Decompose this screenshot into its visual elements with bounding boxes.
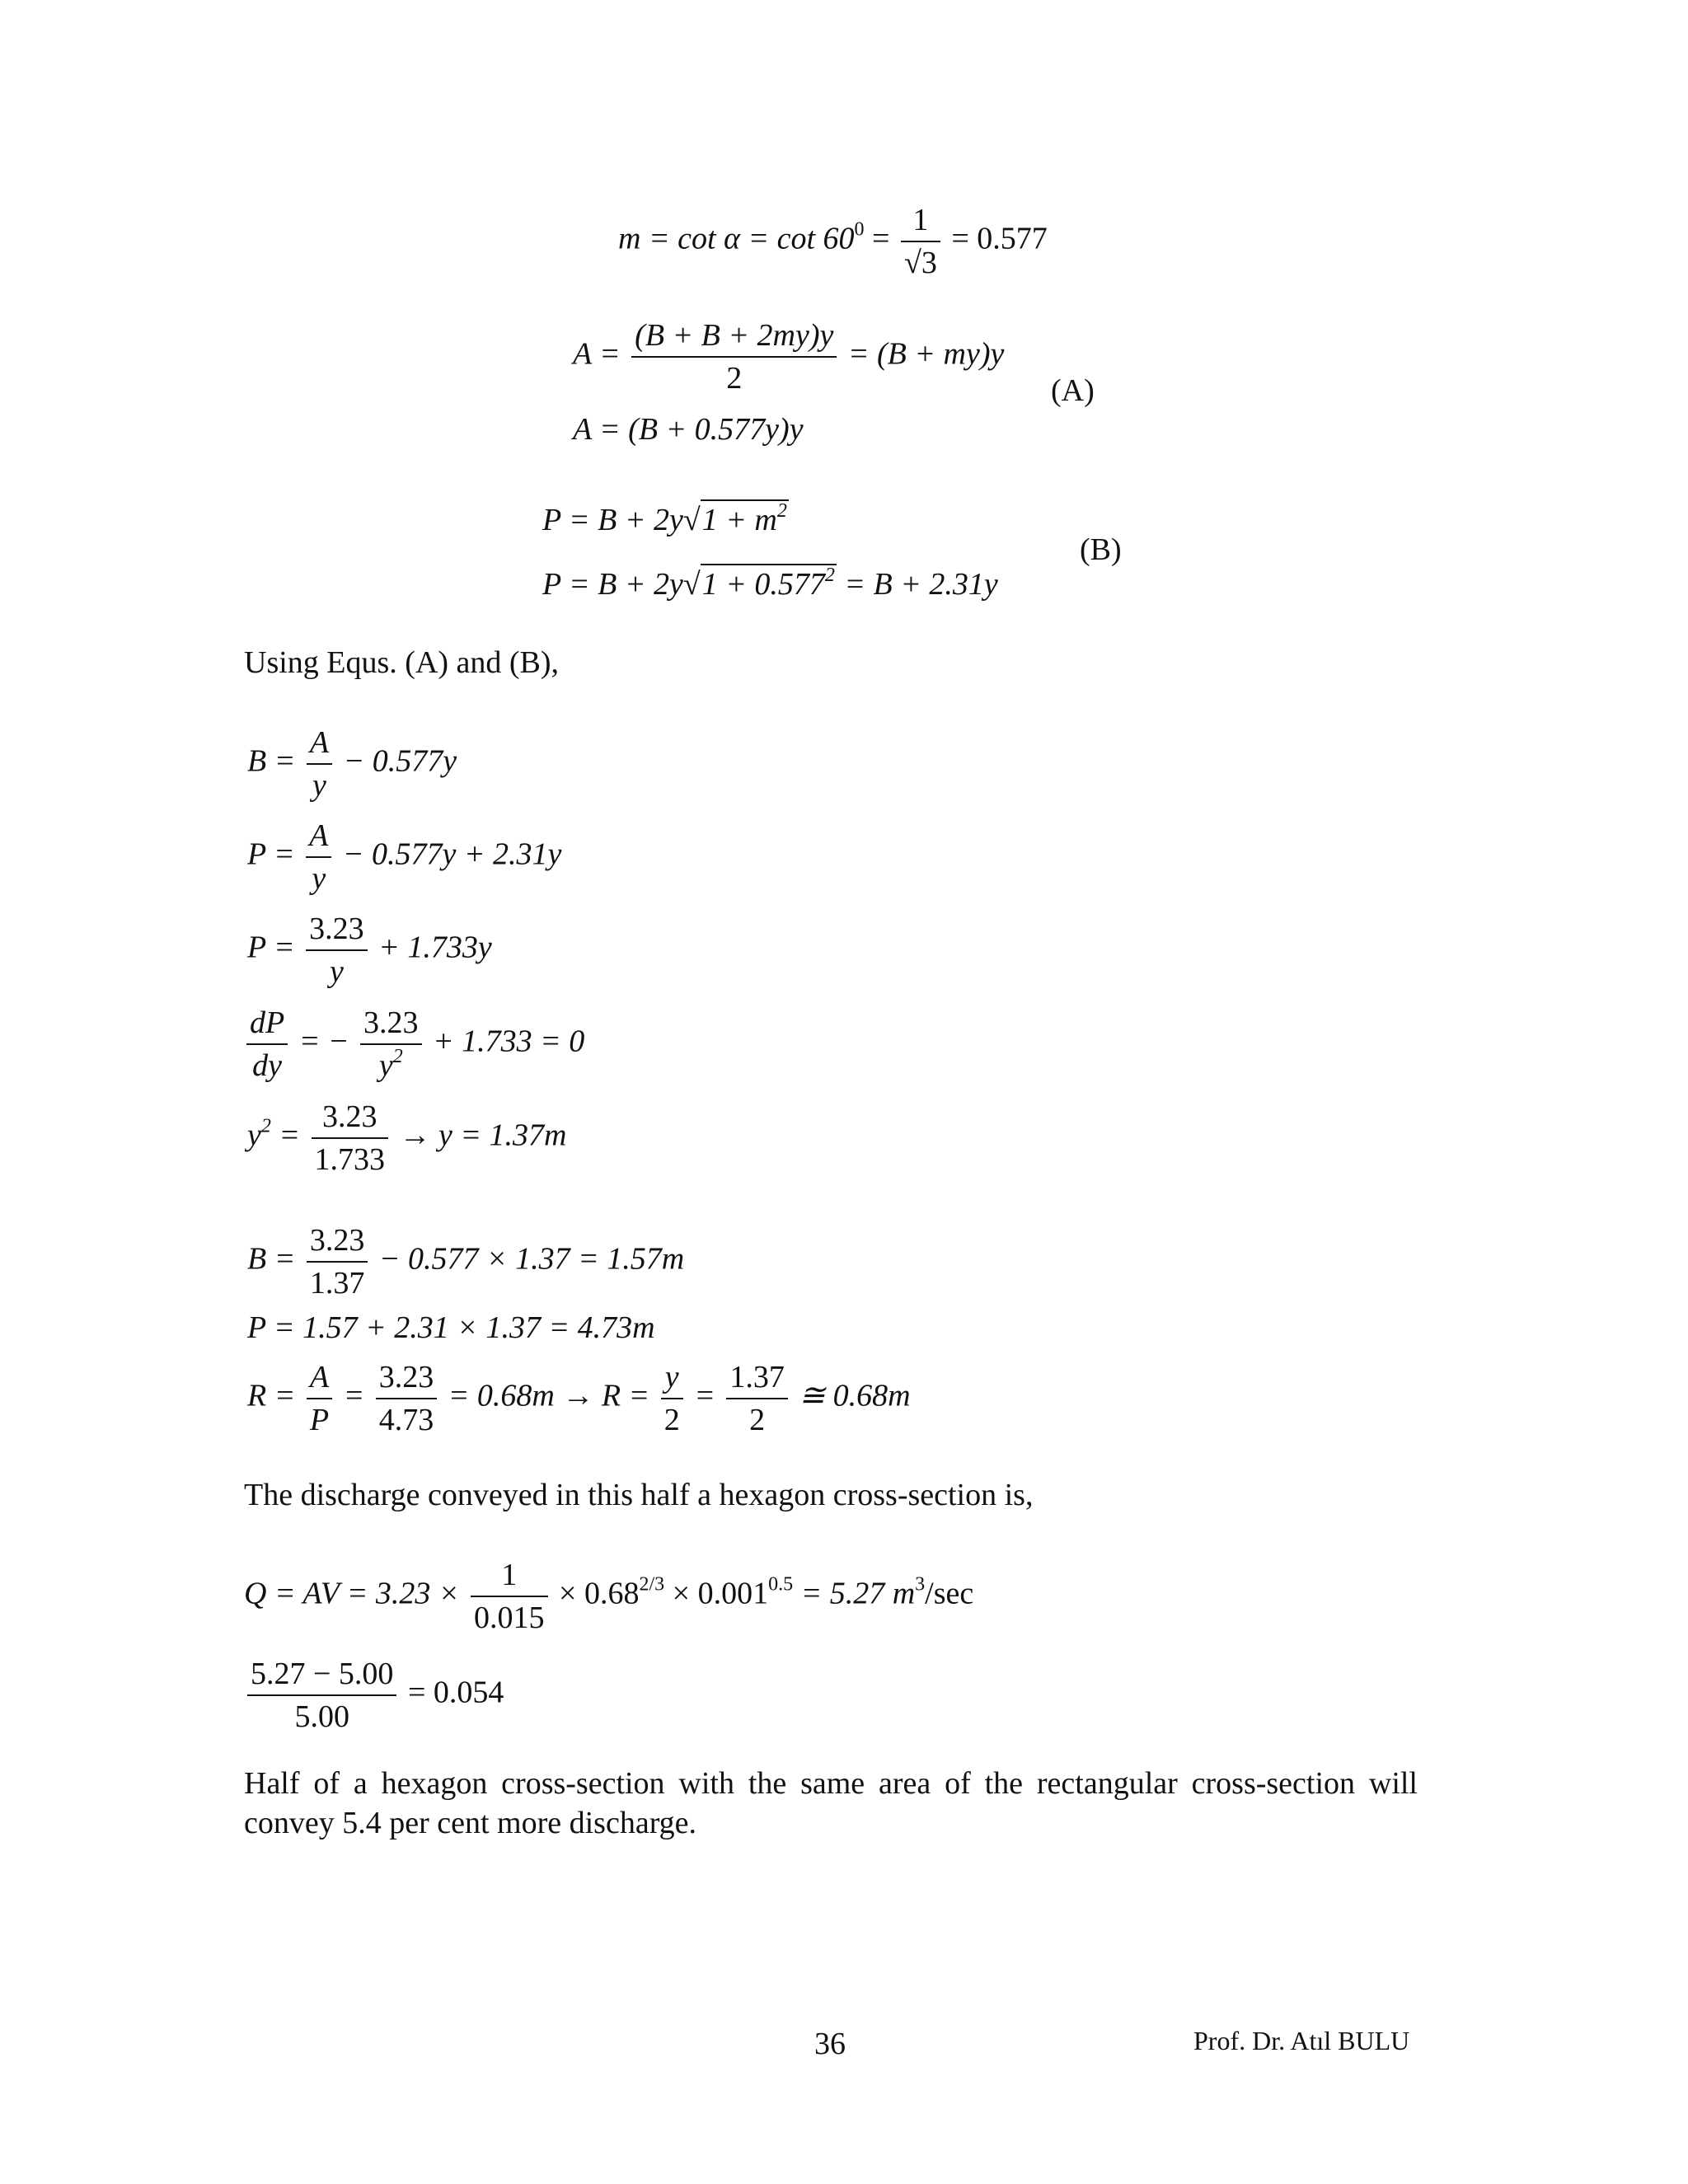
r-den1: P: [307, 1398, 332, 1436]
r-fraction-1: [307, 1361, 332, 1436]
q-fraction: [471, 1559, 548, 1633]
y2-eq: =: [270, 1118, 308, 1153]
m-cot-rhs: = 0.577: [943, 221, 1048, 256]
b2-den: 1.37: [307, 1261, 368, 1299]
dp-den2-sup: 2: [392, 1046, 403, 1067]
dp-den2-text: y: [378, 1048, 393, 1083]
r-fraction-4: [726, 1361, 788, 1436]
equation-b2: [247, 1225, 684, 1299]
r-den3: 2: [661, 1398, 683, 1436]
r-rhs: ≅ 0.68m: [790, 1378, 911, 1413]
r-den2: 4.73: [376, 1398, 438, 1436]
r-fraction-3: [661, 1361, 683, 1436]
b2-fraction: [307, 1225, 368, 1299]
area-general-den: 2: [631, 356, 837, 394]
area-general-num: (B + B + 2my)y: [635, 318, 834, 353]
b2-num: 3.23: [309, 1223, 365, 1258]
equation-tag-a: (A): [1051, 373, 1095, 408]
dp-den: dy: [246, 1043, 288, 1081]
m-cot-eq: =: [864, 221, 898, 256]
r-num1: A: [309, 1360, 330, 1394]
m-cot-den: √3: [901, 241, 940, 279]
equation-dp-dy: [243, 1007, 584, 1081]
ratio-fraction: [247, 1658, 396, 1732]
p1-fraction: [306, 820, 331, 894]
m-cot-fraction: [901, 204, 940, 279]
r-num2: 3.23: [378, 1360, 434, 1394]
y2-fraction: [312, 1101, 389, 1175]
y2-rhs: → y = 1.37m: [392, 1118, 567, 1153]
dp-den2: [360, 1043, 422, 1081]
p1-lhs: P =: [247, 837, 303, 872]
perim-general-root: [701, 499, 789, 537]
b2-rhs: − 0.577 × 1.37 = 1.57m: [371, 1241, 685, 1277]
y2-den: 1.733: [312, 1137, 389, 1175]
q-rhs: = 5.27 m: [793, 1576, 916, 1611]
q-den: 0.015: [471, 1596, 548, 1633]
perim-sub-root-text: 1 + 0.577: [701, 567, 825, 602]
dp-fraction-2: [360, 1007, 422, 1081]
perim-sub-sup: 2: [824, 565, 835, 586]
equation-perimeter-sub: $P = B + 2y√1 + 0.577^2 = B + 2.31y$: [542, 565, 998, 602]
r-mid: = 0.68m → R =: [440, 1378, 658, 1413]
equation-area-general: [573, 320, 1004, 394]
b2-lhs: B =: [247, 1241, 303, 1277]
q-lhs: Q = AV = 3.23 ×: [244, 1576, 468, 1611]
equation-m-cot: [618, 204, 1048, 279]
dp-num2: 3.23: [363, 1005, 419, 1040]
area-general-fraction: [631, 320, 837, 394]
perim-general-pre: P = B + 2y: [542, 503, 683, 537]
y2-sup: 2: [260, 1115, 271, 1137]
dp-mid: = −: [291, 1024, 358, 1059]
perim-general-sup: 2: [776, 500, 787, 522]
b1-rhs: − 0.577y: [335, 743, 457, 779]
p2-fraction: [306, 913, 368, 987]
y2-lhs: y: [247, 1118, 261, 1153]
discharge-intro-text: The discharge conveyed in this half a hexagon cross-section is,: [244, 1478, 1034, 1512]
equation-p1: [247, 820, 561, 894]
dp-rhs: + 1.733 = 0: [424, 1024, 585, 1059]
area-general-lhs: A =: [573, 336, 629, 372]
q-mid: × 0.68: [551, 1576, 640, 1611]
q-sup3: 3: [915, 1573, 926, 1596]
equation-b1: [247, 727, 457, 801]
r-den4: 2: [726, 1398, 788, 1436]
b1-den: y: [307, 763, 332, 801]
equation-p3: P = 1.57 + 2.31 × 1.37 = 4.73m: [247, 1310, 655, 1345]
equation-q: [244, 1559, 973, 1633]
b1-fraction: [307, 727, 332, 801]
p2-lhs: P =: [247, 930, 303, 965]
perim-sub-rhs: = B + 2.31y: [836, 567, 998, 602]
m-cot-lhs: m = cot α = cot 60: [618, 221, 855, 256]
y2-num: 3.23: [322, 1099, 377, 1134]
q-unit: /sec: [925, 1576, 974, 1611]
p1-num: A: [309, 818, 329, 853]
q-sup1: 2/3: [639, 1573, 665, 1596]
m-cot-degree: 0: [854, 218, 865, 241]
equation-y-squared: [247, 1101, 566, 1175]
r-num3: y: [664, 1360, 679, 1394]
p2-den: y: [306, 949, 368, 987]
q-mid2: × 0.001: [664, 1576, 769, 1611]
dp-num: dP: [250, 1005, 285, 1040]
perim-sub-pre: P = B + 2y: [542, 567, 683, 602]
b1-lhs: B =: [247, 743, 303, 779]
b1-num: A: [309, 725, 330, 760]
using-equations-text: Using Equs. (A) and (B),: [244, 645, 560, 680]
q-num: 1: [501, 1558, 518, 1592]
equation-area-sub: A = (B + 0.577y)y: [573, 412, 804, 447]
dp-dy-fraction: [246, 1007, 288, 1081]
equation-perimeter-general: $P = B + 2y√1 + m^2$: [542, 500, 787, 537]
equation-ratio: [244, 1658, 504, 1732]
p1-rhs: − 0.577y + 2.31y: [335, 837, 562, 872]
ratio-num: 5.27 − 5.00: [251, 1657, 394, 1691]
m-cot-num: 1: [912, 203, 929, 237]
page-number: 36: [814, 2027, 846, 2061]
ratio-den: 5.00: [247, 1694, 396, 1732]
r-fraction-2: [376, 1361, 438, 1436]
author-name: Prof. Dr. Atıl BULU: [1193, 2026, 1410, 2055]
ratio-rhs: = 0.054: [400, 1675, 504, 1710]
q-sup2: 0.5: [768, 1573, 794, 1596]
area-general-rhs: = (B + my)y: [840, 336, 1005, 372]
conclusion-text: Half of a hexagon cross-section with the same area of the rectangular cross-section will convey 5.4 per cent more discharge.: [244, 1766, 1418, 1840]
perim-sub-root: [701, 564, 837, 602]
p2-num: 3.23: [309, 912, 364, 946]
p2-rhs: + 1.733y: [370, 930, 492, 965]
equation-p2: [247, 913, 492, 987]
r-lhs: R =: [247, 1378, 303, 1413]
equation-tag-b: (B): [1080, 532, 1122, 567]
equation-r: R = $\frac{A}{P}$ = $\frac{3.23}{4.73}$ = 0.68m → R = $\frac{y}{2}$ = $\frac{1.37}{2}$ ≅ 0.68m: [247, 1360, 911, 1437]
p1-den: y: [306, 856, 331, 894]
r-num4: 1.37: [729, 1360, 785, 1394]
perim-general-root-text: 1 + m: [701, 503, 777, 537]
